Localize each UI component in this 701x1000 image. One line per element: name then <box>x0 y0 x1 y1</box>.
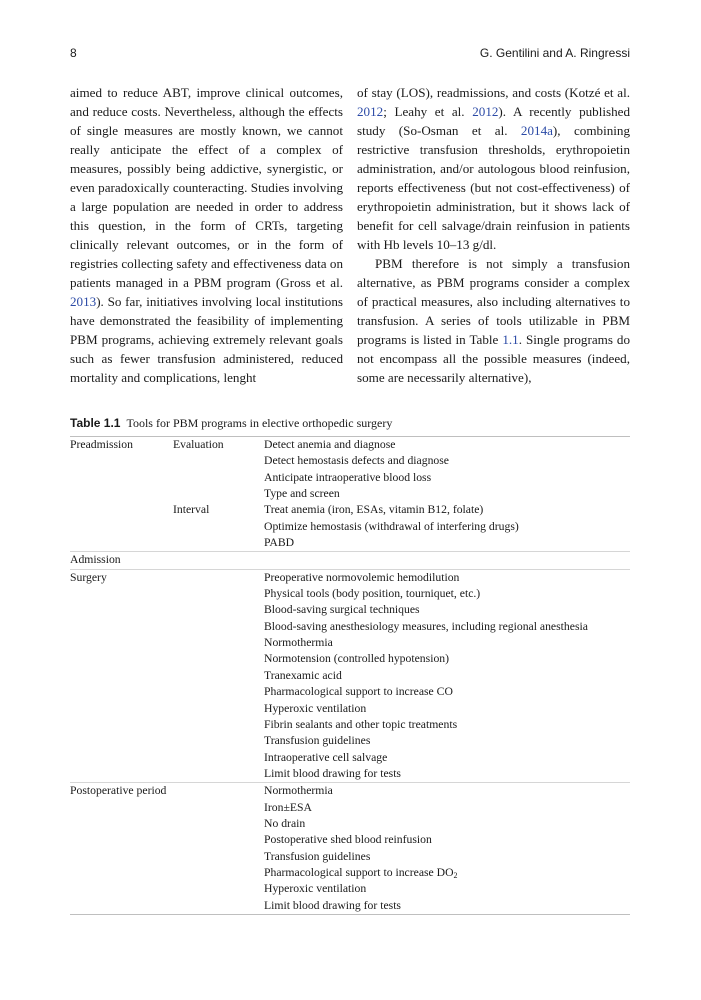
tool-cell: Transfusion guidelines <box>264 849 371 863</box>
tool-cell: Normotension (controlled hypotension) <box>264 652 450 666</box>
phase-label: Surgery <box>70 570 107 584</box>
body-text: of stay (LOS), readmissions, and costs (Kotzé et al. <box>357 85 630 100</box>
table-row <box>70 486 630 502</box>
table-row <box>70 668 630 684</box>
table-row <box>70 437 630 453</box>
tool-cell: Anticipate intraoperative blood loss <box>264 470 432 484</box>
group-surgery <box>70 570 630 783</box>
tool-cell: Hyperoxic ventilation <box>264 701 367 715</box>
running-head-authors: G. Gentilini and A. Ringressi <box>479 46 630 60</box>
body-text: ). So far, initiatives involving local institutions have demonstrated the feasibility of implementing PBM programs, achieving extremely relevant goals such as fewer transfusion administered, reduced mortality and complications, lenght <box>70 294 343 385</box>
tool-cell: Hyperoxic ventilation <box>264 882 367 896</box>
group-admission <box>70 552 630 569</box>
phase-label: Postoperative period <box>70 784 167 798</box>
tool-cell: Iron±ESA <box>264 800 312 814</box>
body-text: . Single programs do not encompass all the possible measures (indeed, some are necessarily alternative), <box>357 332 630 385</box>
body-text: ), combining restrictive transfusion thresholds, erythropoietin administration, and/or autologous blood reinfusion, reports effectiveness (but not cost-effectiveness) of erythropoietin administration, but it shows lack of benefit for cell salvage/drain reinfusion in patients with Hb levels 10–13 g/dl. <box>357 123 630 252</box>
table-row <box>70 619 630 635</box>
table-row <box>70 750 630 766</box>
paragraph <box>70 83 343 387</box>
group-preadmission <box>70 437 630 552</box>
tool-cell: Pharmacological support to increase CO <box>264 685 453 699</box>
body-text: ). A recently published study (So-Osman et al. <box>357 104 631 138</box>
body-text: aimed to reduce ABT, improve clinical outcomes, and reduce costs. Nevertheless, although the effects of single measures are mostly known, we cannot really anticipate the effect of a complex of measures, possibly being addictive, synergistic, or even paradoxically counteracting. Studies involving a large population are needed in order to address this question, in the form of CRTs, targeting clinically relevant outcomes, or in the form of registries collecting safety and effectiveness data on patients managed in a PBM program (Gross et al. <box>70 85 343 290</box>
table-row <box>70 586 630 602</box>
tool-cell: Detect anemia and diagnose <box>264 438 396 451</box>
running-head <box>70 46 630 62</box>
page-number: 8 <box>70 46 77 60</box>
table-row <box>70 832 630 848</box>
subphase-label: Evaluation <box>173 438 224 451</box>
table-row <box>70 701 630 717</box>
table-row <box>70 800 630 816</box>
citation-link[interactable]: 2014a <box>520 123 553 138</box>
tool-cell: Normothermia <box>264 784 333 798</box>
citation-link[interactable]: 2012 <box>357 104 384 119</box>
paragraph <box>357 83 630 254</box>
tool-cell: Preoperative normovolemic hemodilution <box>264 570 460 584</box>
tool-cell: Tranexamic acid <box>264 668 342 682</box>
tool-cell: Limit blood drawing for tests <box>264 766 401 780</box>
paragraph <box>357 254 630 387</box>
tool-cell: No drain <box>264 816 306 830</box>
table-row <box>70 651 630 667</box>
table-row <box>70 865 630 881</box>
tool-cell: Postoperative shed blood reinfusion <box>264 833 432 847</box>
table-row <box>70 635 630 651</box>
table-row <box>70 849 630 865</box>
table-reference-link[interactable]: 1.1 <box>502 332 519 347</box>
table-row <box>70 453 630 469</box>
table-row <box>70 519 630 535</box>
tool-cell: Treat anemia (iron, ESAs, vitamin B12, folate) <box>264 503 484 517</box>
tool-cell: Blood-saving surgical techniques <box>264 603 420 617</box>
tool-cell: Optimize hemostasis (withdrawal of interfering drugs) <box>264 519 519 533</box>
tool-cell: Transfusion guidelines <box>264 734 371 748</box>
table-row <box>70 898 630 914</box>
phase-label: Admission <box>70 553 121 567</box>
table-row <box>70 684 630 700</box>
subphase-label: Interval <box>173 503 210 517</box>
citation-link[interactable]: 2012 <box>472 104 499 119</box>
tool-text: Pharmacological support to increase DO <box>264 865 454 879</box>
table-row <box>70 552 630 568</box>
tool-cell: Type and screen <box>264 487 340 501</box>
table-row <box>70 502 630 518</box>
body-text: PBM therefore is not simply a transfusion alternative, as PBM programs consider a complex of practical measures, also including alternatives to transfusion. A series of tools utilizable in PBM programs is listed in Table <box>357 256 630 347</box>
table-row <box>70 717 630 733</box>
tool-cell: Physical tools (body position, tourniquet, etc.) <box>264 587 481 601</box>
tool-cell: Normothermia <box>264 636 333 650</box>
tools-table <box>70 436 630 915</box>
tool-cell <box>264 865 630 881</box>
left-column <box>70 83 343 387</box>
table-row <box>70 602 630 618</box>
table-row <box>70 783 630 799</box>
table-row <box>70 570 630 586</box>
subscript: 2 <box>453 870 458 880</box>
tool-cell: Intraoperative cell salvage <box>264 750 388 764</box>
table-row <box>70 766 630 782</box>
table-row <box>70 535 630 551</box>
table-row <box>70 733 630 749</box>
tool-cell: PABD <box>264 536 295 550</box>
table-number: Table 1.1 <box>70 416 121 430</box>
table-row <box>70 816 630 832</box>
citation-link[interactable]: 2013 <box>70 294 97 309</box>
phase-label: Preadmission <box>70 438 133 451</box>
tool-cell: Fibrin sealants and other topic treatments <box>264 717 458 731</box>
table-row <box>70 881 630 897</box>
table-title: Tools for PBM programs in elective orthopedic surgery <box>126 416 393 430</box>
table-caption <box>70 416 392 431</box>
body-text: ; Leahy et al. <box>383 104 473 119</box>
group-postoperative <box>70 783 630 914</box>
tool-cell: Blood-saving anesthesiology measures, including regional anesthesia <box>264 619 588 633</box>
table-row <box>70 470 630 486</box>
tool-cell: Detect hemostasis defects and diagnose <box>264 454 449 468</box>
tool-cell: Limit blood drawing for tests <box>264 898 401 912</box>
right-column <box>357 83 630 387</box>
